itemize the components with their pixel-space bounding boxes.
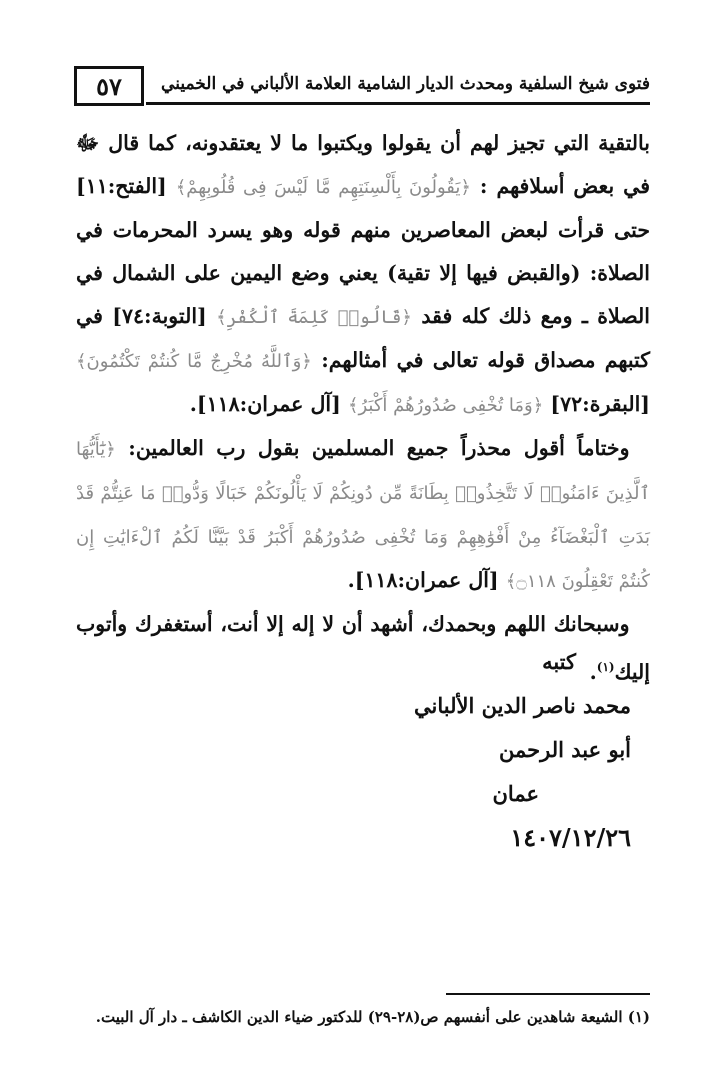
signature-block (331, 640, 631, 860)
page-number: ٥٧ (96, 71, 122, 101)
footnote-rule (446, 993, 650, 995)
text-run: . (589, 659, 597, 684)
signature-written-by: كتبه (542, 649, 576, 674)
quran-quote: ﴿وَٱللَّهُ مُخْرِجٌ مَّا كُنتُمْ تَكْتُمُونَ﴾ (76, 351, 312, 372)
text-run: بالتقية التي تجيز لهم أن يقولوا ويكتبوا ما لا يعتقدونه، كما قال ﷻ في بعض أسلافهم : (76, 131, 651, 198)
quran-quote: ﴿وَمَا تُخْفِى صُدُورُهُمْ أَكْبَرُ﴾ (347, 395, 544, 416)
text-run: [البقرة:٧٢] (543, 392, 650, 416)
signature-kunya: أبو عبد الرحمن (499, 737, 631, 762)
footnote: (١) الشيعة شاهدين على أنفسهم ص(٢٨-٢٩) للدكتور ضياء الدين الكاشف ـ دار آل البيت. (95, 1008, 650, 1026)
text-run: [التوبة:٧٤] في كتبهم مصداق قوله تعالى في أمثالهم: (76, 304, 651, 372)
text-run: وسبحانك اللهم وبحمدك، أشهد أن لا إله إلا أنت، أستغفرك وأتوب إليك (76, 612, 650, 684)
signature-name: محمد ناصر الدين الألباني (414, 693, 631, 718)
signature-place: عمان (492, 781, 539, 806)
quran-quote: ﴿يَقُولُونَ بِأَلْسِنَتِهِم مَّا لَيْسَ فِى قُلُوبِهِمْ﴾ (175, 177, 471, 198)
quran-quote: ﴿قَالُوا۟ كَلِمَةَ ٱلْكُفْرِ﴾ (216, 307, 412, 328)
text-run: [الفتح:١١] حتى قرأت لبعض المعاصرين منهم قوله وهو يسرد المحرمات في الصلاة: (والقبض فيها إلا تقية) يعني وضع اليمين على الشمال في الصلاة ـ ومع ذلك كله فقد (76, 174, 650, 328)
quran-quote: ﴿يَٰٓأَيُّهَا ٱلَّذِينَ ءَامَنُوا۟ لَا تَتَّخِذُوا۟ بِطَانَةً مِّن دُونِكُمْ لَا يَأْلُونَكُمْ خَبَالًا وَدُّوا۟ مَا عَنِتُّمْ قَدْ بَدَتِ ٱلْبَغْضَآءُ مِنْ أَفْوَٰهِهِمْ وَمَا تُخْفِى صُدُورُهُمْ أَكْبَرُ قَدْ بَيَّنَّا لَكُمُ ٱلْءَايَٰتِ إِن كُنتُمْ تَعْقِلُونَ ۝١١٨﴾ (76, 439, 650, 592)
header-rule (146, 102, 650, 105)
page-header (74, 66, 650, 116)
body-text (76, 122, 650, 694)
page-number-box (74, 66, 144, 106)
text-run: [آل عمران:١١٨]. (189, 392, 348, 416)
signature-date: ١٤٠٧/١٢/٢٦ (510, 823, 631, 852)
paragraph-2 (76, 427, 650, 603)
text-run: [آل عمران:١١٨]. (347, 568, 506, 592)
running-title: فتوى شيخ السلفية ومحدث الديار الشامية العلامة الألباني في الخميني (161, 74, 650, 94)
paragraph-1 (76, 122, 650, 427)
text-run: وختاماً أقول محذراً جميع المسلمين بقول رب العالمين: (115, 436, 630, 460)
footnote-reference: (١) (596, 660, 615, 674)
